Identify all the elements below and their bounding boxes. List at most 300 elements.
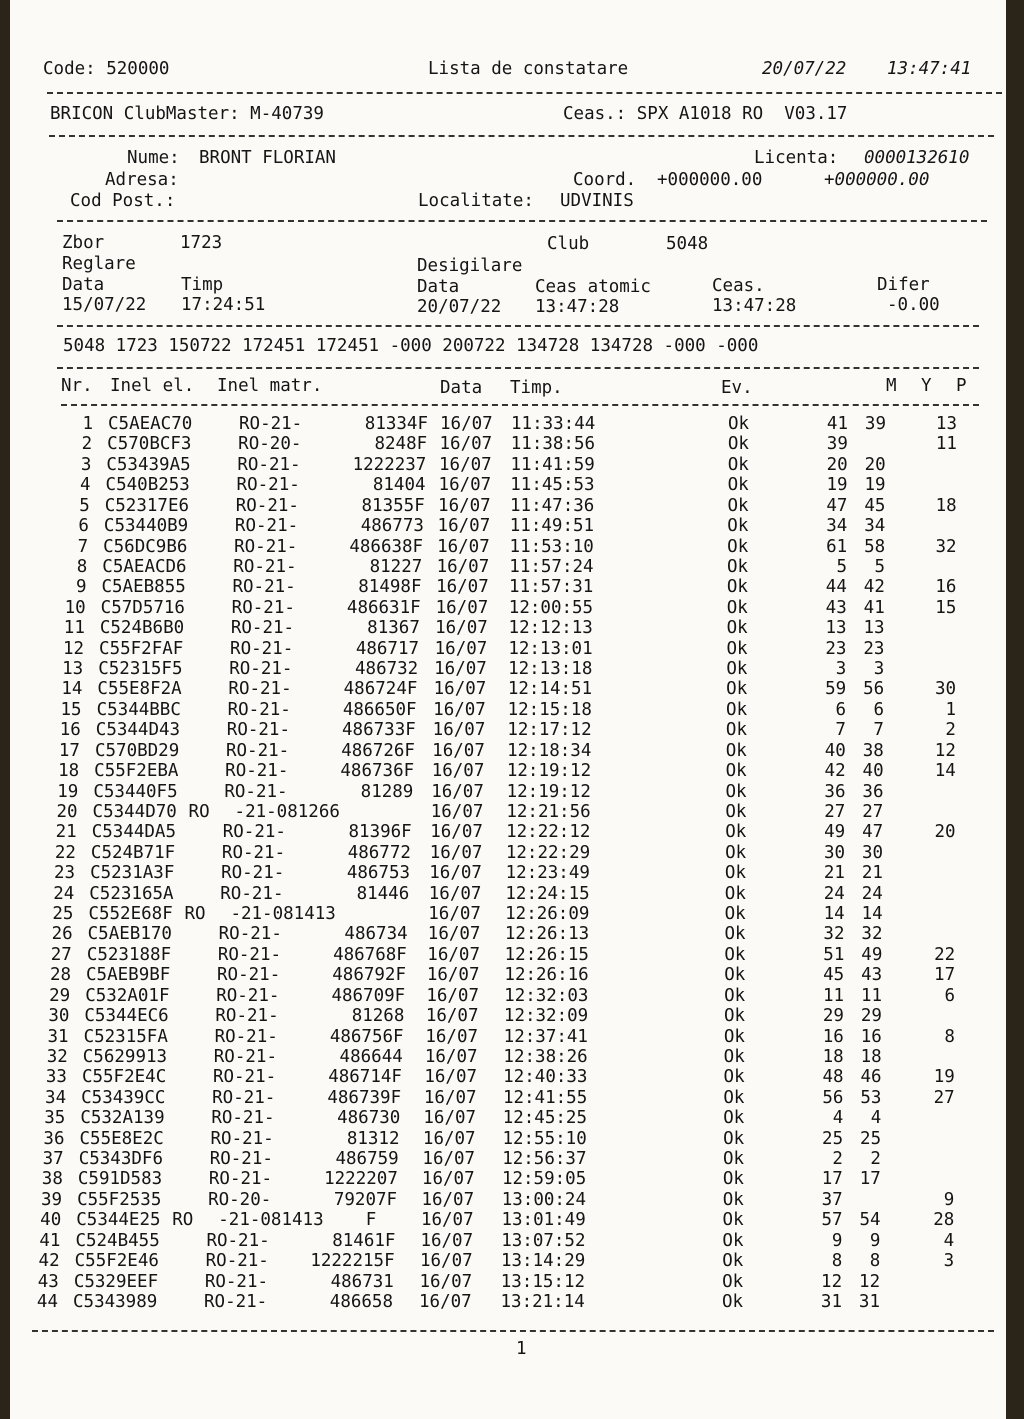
row-date: 16/07 — [430, 822, 483, 842]
row-date: 16/07 — [428, 904, 481, 924]
table-row — [0, 679, 1024, 699]
row-m: 16 — [822, 1027, 844, 1047]
inel-prefix: RO-21- — [228, 679, 292, 699]
inel-number: 1222237 — [352, 455, 427, 475]
row-m: 4 — [832, 1108, 844, 1128]
row-date: 16/07 — [433, 679, 487, 699]
inel-prefix: RO-21- — [218, 924, 282, 944]
row-m: 49 — [824, 822, 846, 842]
row-time: 12:22:12 — [506, 822, 591, 842]
row-m: 21 — [823, 863, 845, 883]
row-p: 15 — [935, 598, 957, 618]
inel-number: 486717 — [355, 639, 420, 659]
row-p: 11 — [935, 434, 957, 454]
inel-el: C53439A5 — [106, 455, 191, 475]
row-nr: 42 — [38, 1251, 60, 1271]
inel-el: C5344E25 — [76, 1210, 161, 1230]
inel-el: C55F2E46 — [74, 1251, 159, 1271]
row-p: 27 — [933, 1088, 955, 1108]
row-nr: 33 — [45, 1067, 67, 1087]
row-ev: Ok — [723, 1067, 745, 1087]
table-row — [0, 537, 1024, 557]
row-m: 44 — [825, 577, 847, 597]
table-row — [0, 1006, 1024, 1026]
row-date: 16/07 — [429, 843, 483, 863]
table-row — [0, 1088, 1024, 1108]
clock-info: Ceas.: SPX A1018 RO V03.17 — [563, 104, 848, 124]
setting-label: Reglare — [62, 254, 136, 274]
inel-prefix: RO-21- — [230, 639, 294, 659]
row-ev: Ok — [725, 741, 747, 761]
inel-el: C5AEACD6 — [102, 557, 187, 577]
table-row — [0, 414, 1024, 434]
row-date: 16/07 — [438, 475, 492, 495]
row-ev: Ok — [723, 1088, 745, 1108]
row-ev: Ok — [726, 700, 748, 720]
device-info: BRICON ClubMaster: M-40739 — [50, 104, 324, 124]
inel-prefix: RO-21- — [224, 782, 288, 802]
inel-el: C552E68F — [88, 904, 173, 924]
divider — [57, 220, 987, 222]
inel-prefix: RO-21- — [235, 496, 299, 516]
row-date: 16/07 — [429, 863, 482, 883]
inel-prefix: RO-21- — [204, 1272, 269, 1292]
inel-number: 81312 — [346, 1129, 400, 1149]
inel-prefix: RO-21- — [229, 659, 293, 679]
row-ev: Ok — [725, 720, 747, 740]
row-ev: Ok — [725, 761, 747, 781]
row-time: 12:59:05 — [501, 1169, 587, 1189]
row-ev: Ok — [726, 679, 748, 699]
inel-prefix: RO — [188, 802, 210, 822]
table-row — [0, 1169, 1024, 1189]
inel-el: C56DC9B6 — [103, 537, 188, 557]
row-m: 11 — [823, 986, 845, 1006]
table-row — [0, 924, 1024, 944]
row-y: 12 — [859, 1272, 881, 1292]
inel-number: -21-081266 — [234, 802, 340, 822]
row-time: 12:55:10 — [502, 1129, 587, 1149]
row-m: 40 — [824, 741, 846, 761]
row-time: 13:07:52 — [501, 1231, 586, 1251]
col-m: M — [886, 376, 897, 396]
club-number: 5048 — [666, 234, 709, 254]
table-row — [0, 516, 1024, 536]
row-date: 16/07 — [431, 761, 485, 781]
row-time: 12:15:18 — [507, 700, 592, 720]
table-row — [0, 1047, 1024, 1067]
row-date: 16/07 — [423, 1108, 477, 1128]
diff-label: Difer — [877, 275, 930, 295]
row-time: 12:26:15 — [504, 945, 589, 965]
table-row — [0, 1129, 1024, 1149]
divider — [57, 325, 979, 327]
row-y: 7 — [873, 720, 884, 740]
table-row — [0, 1210, 1024, 1230]
row-m: 32 — [823, 924, 845, 944]
row-nr: 15 — [60, 700, 82, 720]
row-time: 13:15:12 — [500, 1272, 586, 1292]
inel-el: C524B6B0 — [99, 618, 185, 638]
row-nr: 4 — [80, 475, 91, 495]
row-nr: 39 — [40, 1190, 63, 1210]
row-date: 16/07 — [440, 414, 493, 434]
row-date: 16/07 — [434, 639, 488, 659]
row-date: 16/07 — [438, 496, 491, 516]
divider — [57, 367, 979, 369]
inel-el: C524B455 — [75, 1231, 160, 1251]
row-date: 16/07 — [432, 741, 485, 761]
row-y: 41 — [863, 598, 885, 618]
row-time: 12:40:33 — [503, 1067, 588, 1087]
inel-prefix: RO-21- — [234, 537, 298, 557]
row-y: 8 — [869, 1251, 881, 1271]
row-m: 9 — [831, 1231, 843, 1251]
postal-label: Cod Post.: — [70, 191, 176, 211]
inel-prefix: RO-21- — [209, 1149, 273, 1169]
row-y: 29 — [860, 1006, 882, 1026]
row-m: 42 — [824, 761, 846, 781]
row-ev: Ok — [724, 884, 746, 904]
row-time: 12:00:55 — [508, 598, 594, 618]
row-ev: Ok — [723, 1006, 746, 1026]
row-p: 28 — [933, 1210, 955, 1230]
row-date: 16/07 — [435, 618, 488, 638]
row-m: 56 — [822, 1088, 844, 1108]
row-ev: Ok — [722, 1149, 745, 1169]
clock-diff: -0.00 — [887, 295, 940, 315]
row-time: 11:57:24 — [509, 557, 594, 577]
row-nr: 2 — [81, 434, 93, 454]
license-number: 0000132610 — [864, 148, 970, 168]
locality-label: Localitate: — [418, 191, 534, 211]
divider — [49, 135, 994, 137]
row-y: 42 — [863, 577, 885, 597]
table-row — [0, 863, 1024, 883]
row-y: 25 — [860, 1129, 882, 1149]
row-nr: 38 — [41, 1169, 63, 1189]
inel-number: 486631F — [346, 598, 421, 618]
row-time: 12:26:13 — [504, 924, 590, 944]
row-date: 16/07 — [436, 557, 490, 577]
inel-prefix: RO — [184, 904, 206, 924]
row-ev: Ok — [723, 1047, 745, 1067]
inel-el: C523165A — [89, 884, 174, 904]
row-y: 38 — [862, 741, 884, 761]
row-time: 11:57:31 — [509, 577, 594, 597]
table-row — [0, 1190, 1024, 1210]
col-y: Y — [921, 376, 932, 396]
row-date: 16/07 — [420, 1231, 474, 1251]
inel-el: C57D5716 — [100, 598, 185, 618]
inel-prefix: RO-21- — [220, 884, 284, 904]
row-nr: 11 — [63, 618, 85, 638]
inel-prefix: RO-21- — [221, 863, 285, 883]
row-m: 6 — [835, 700, 847, 720]
inel-prefix: RO-20- — [208, 1190, 272, 1210]
row-nr: 25 — [52, 904, 74, 924]
inel-number: 1222215F — [310, 1251, 395, 1271]
row-nr: 19 — [57, 782, 79, 802]
row-m: 31 — [820, 1292, 842, 1312]
set-time: 17:24:51 — [181, 295, 266, 315]
row-y: 18 — [860, 1047, 882, 1067]
row-y: 23 — [863, 639, 885, 659]
row-y: 17 — [859, 1169, 881, 1189]
row-ev: Ok — [726, 577, 748, 597]
inel-prefix: RO — [172, 1210, 194, 1230]
inel-number: 486731 — [330, 1272, 394, 1292]
row-y: 20 — [864, 455, 886, 475]
row-ev: Ok — [722, 1169, 744, 1189]
row-nr: 18 — [58, 761, 80, 781]
row-nr: 24 — [53, 884, 75, 904]
table-row — [0, 1149, 1024, 1169]
row-date: 16/07 — [424, 1067, 478, 1087]
inel-el: C5343DF6 — [78, 1149, 163, 1169]
row-date: 16/07 — [439, 434, 493, 454]
row-time: 13:21:14 — [500, 1292, 585, 1312]
row-time: 12:19:12 — [506, 761, 592, 781]
row-p: 30 — [935, 679, 957, 699]
table-row — [0, 496, 1024, 516]
print-date: 20/07/22 — [762, 59, 847, 79]
row-nr: 23 — [54, 863, 76, 883]
inel-number: 81268 — [351, 1006, 405, 1026]
row-ev: Ok — [725, 802, 747, 822]
row-m: 37 — [821, 1190, 843, 1210]
row-m: 41 — [826, 414, 848, 434]
row-time: 12:41:55 — [502, 1088, 588, 1108]
inel-prefix: RO-21- — [210, 1129, 274, 1149]
inel-number: 486644 — [339, 1047, 403, 1067]
inel-prefix: RO-21- — [211, 1108, 275, 1128]
table-row — [0, 965, 1024, 985]
row-y: 13 — [863, 618, 885, 638]
row-time: 12:26:16 — [504, 965, 589, 985]
row-p: 17 — [934, 965, 956, 985]
row-nr: 28 — [49, 965, 72, 985]
table-row — [0, 904, 1024, 924]
row-time: 12:24:15 — [505, 884, 590, 904]
row-m: 47 — [826, 496, 848, 516]
row-date: 16/07 — [435, 598, 489, 618]
table-row — [0, 557, 1024, 577]
row-y: 30 — [861, 843, 884, 863]
row-y: 53 — [860, 1088, 882, 1108]
row-date: 16/07 — [439, 455, 492, 475]
inel-number: 81404 — [372, 475, 426, 495]
row-y: 2 — [870, 1149, 881, 1169]
row-p: 2 — [945, 720, 956, 740]
row-nr: 34 — [45, 1088, 67, 1108]
inel-el: C55E8F2A — [97, 679, 182, 699]
row-ev: Ok — [727, 475, 749, 495]
summary-line: 5048 1723 150722 172451 172451 -000 200722 134728 134728 -000 -000 — [63, 336, 759, 356]
inel-prefix: RO-21- — [239, 414, 303, 434]
row-m: 7 — [835, 720, 846, 740]
inel-prefix: RO-21- — [221, 843, 286, 863]
row-ev: Ok — [723, 1027, 745, 1047]
inel-number: 81334F — [364, 414, 428, 434]
inel-prefix: RO-21- — [205, 1251, 269, 1271]
table-row — [0, 802, 1024, 822]
inel-number: 81367 — [367, 618, 420, 638]
inel-number: 486772 — [347, 843, 411, 863]
row-y: 46 — [860, 1067, 882, 1087]
row-date: 16/07 — [425, 1006, 479, 1026]
inel-number: 486792F — [332, 965, 407, 985]
inel-el: C5343989 — [73, 1292, 158, 1312]
divider — [32, 1330, 994, 1332]
row-time: 11:38:56 — [510, 434, 596, 454]
inel-el: C524B71F — [90, 843, 176, 863]
row-nr: 14 — [61, 679, 83, 699]
row-date: 16/07 — [433, 700, 486, 720]
row-m: 24 — [823, 884, 845, 904]
inel-el: C52315F5 — [98, 659, 183, 679]
inel-number: 486650F — [342, 700, 417, 720]
address-label: Adresa: — [105, 170, 179, 190]
row-m: 19 — [826, 475, 848, 495]
row-ev: Ok — [726, 659, 748, 679]
row-m: 39 — [826, 434, 848, 454]
row-nr: 21 — [55, 822, 77, 842]
inel-prefix: RO-21- — [206, 1231, 270, 1251]
row-nr: 27 — [50, 945, 72, 965]
row-date: 16/07 — [426, 986, 479, 1006]
inel-el: C5344EC6 — [84, 1006, 169, 1026]
row-m: 20 — [826, 455, 848, 475]
row-m: 8 — [831, 1251, 843, 1271]
row-y: 40 — [862, 761, 884, 781]
row-ev: Ok — [727, 455, 749, 475]
row-time: 12:37:41 — [503, 1027, 588, 1047]
row-nr: 17 — [58, 741, 80, 761]
inel-el: C570BD29 — [94, 741, 180, 761]
row-time: 13:14:29 — [500, 1251, 586, 1271]
inel-el: C5231A3F — [90, 863, 175, 883]
row-ev: Ok — [726, 639, 748, 659]
row-time: 12:12:13 — [508, 618, 593, 638]
row-time: 12:21:56 — [506, 802, 591, 822]
row-nr: 6 — [78, 516, 89, 536]
row-date: 16/07 — [428, 884, 482, 904]
table-row — [0, 1272, 1024, 1292]
row-y: 47 — [862, 822, 884, 842]
row-p: 20 — [934, 822, 956, 842]
row-ev: Ok — [725, 822, 747, 842]
inel-prefix: RO-21- — [231, 598, 295, 618]
row-p: 22 — [934, 945, 956, 965]
inel-el: C5344D43 — [95, 720, 181, 740]
clock-label: Ceas. — [712, 276, 765, 296]
unseal-label: Desigilare — [417, 256, 523, 276]
inel-number: 486724F — [343, 679, 418, 699]
inel-number: 81227 — [369, 557, 423, 577]
inel-number: 81355F — [361, 496, 425, 516]
row-date: 16/07 — [427, 945, 480, 965]
inel-prefix: RO-21- — [216, 986, 280, 1006]
row-time: 12:32:03 — [504, 986, 589, 1006]
row-date: 16/07 — [430, 802, 484, 822]
row-date: 16/07 — [426, 965, 480, 985]
inel-number: 486709F — [331, 986, 406, 1006]
row-time: 13:01:49 — [501, 1210, 586, 1230]
inel-number: 81461F — [332, 1231, 396, 1251]
row-nr: 36 — [43, 1129, 65, 1149]
table-row — [0, 700, 1024, 720]
row-m: 30 — [823, 843, 846, 863]
name-label: Nume: — [127, 148, 180, 168]
inel-number: 486734 — [344, 924, 408, 944]
row-date: 16/07 — [427, 924, 481, 944]
row-y: 24 — [861, 884, 883, 904]
row-time: 12:13:18 — [508, 659, 593, 679]
row-m: 2 — [832, 1149, 843, 1169]
inel-prefix: RO-21- — [230, 618, 295, 638]
inel-prefix: RO-21- — [227, 700, 291, 720]
inel-el: C5AEB9BF — [86, 965, 171, 985]
row-ev: Ok — [722, 1251, 744, 1271]
inel-number: 486768F — [333, 945, 407, 965]
row-date: 16/07 — [436, 577, 489, 597]
row-p: 12 — [934, 741, 956, 761]
row-m: 3 — [835, 659, 847, 679]
row-y: 21 — [861, 863, 883, 883]
inel-prefix: RO-21- — [217, 965, 281, 985]
table-row — [0, 822, 1024, 842]
inel-el: C53440B9 — [103, 516, 189, 536]
col-ev: Ev. — [721, 378, 753, 398]
row-time: 11:41:59 — [510, 455, 595, 475]
table-row — [0, 782, 1024, 802]
inel-el: C532A139 — [80, 1108, 165, 1128]
inel-el: C5344BBC — [96, 700, 181, 720]
row-time: 12:18:34 — [507, 741, 592, 761]
divider — [61, 404, 979, 406]
inel-el: C53440F5 — [93, 782, 178, 802]
row-nr: 41 — [39, 1231, 61, 1251]
inel-el: C570BCF3 — [107, 434, 192, 454]
row-nr: 10 — [64, 598, 86, 618]
inel-prefix: RO-20- — [238, 434, 302, 454]
row-ev: Ok — [722, 1292, 744, 1312]
inel-number: 486658 — [329, 1292, 393, 1312]
table-row — [0, 1067, 1024, 1087]
flight-number: 1723 — [180, 233, 223, 253]
row-y: 32 — [861, 924, 883, 944]
row-nr: 20 — [56, 802, 78, 822]
inel-number: 486733F — [342, 720, 416, 740]
row-p: 32 — [935, 537, 957, 557]
divider — [47, 92, 1002, 94]
row-nr: 1 — [82, 414, 93, 434]
row-nr: 3 — [80, 455, 92, 475]
row-nr: 31 — [47, 1027, 69, 1047]
col-inel-el: Inel el. — [110, 376, 195, 396]
row-m: 12 — [821, 1272, 843, 1292]
coord-label: Coord. — [573, 170, 637, 190]
row-m: 18 — [822, 1047, 844, 1067]
row-ev: Ok — [727, 557, 749, 577]
row-p: 3 — [943, 1251, 955, 1271]
row-m: 36 — [824, 782, 846, 802]
row-m: 48 — [822, 1067, 844, 1087]
row-nr: 5 — [79, 496, 90, 516]
row-m: 59 — [825, 679, 847, 699]
table-row — [0, 659, 1024, 679]
